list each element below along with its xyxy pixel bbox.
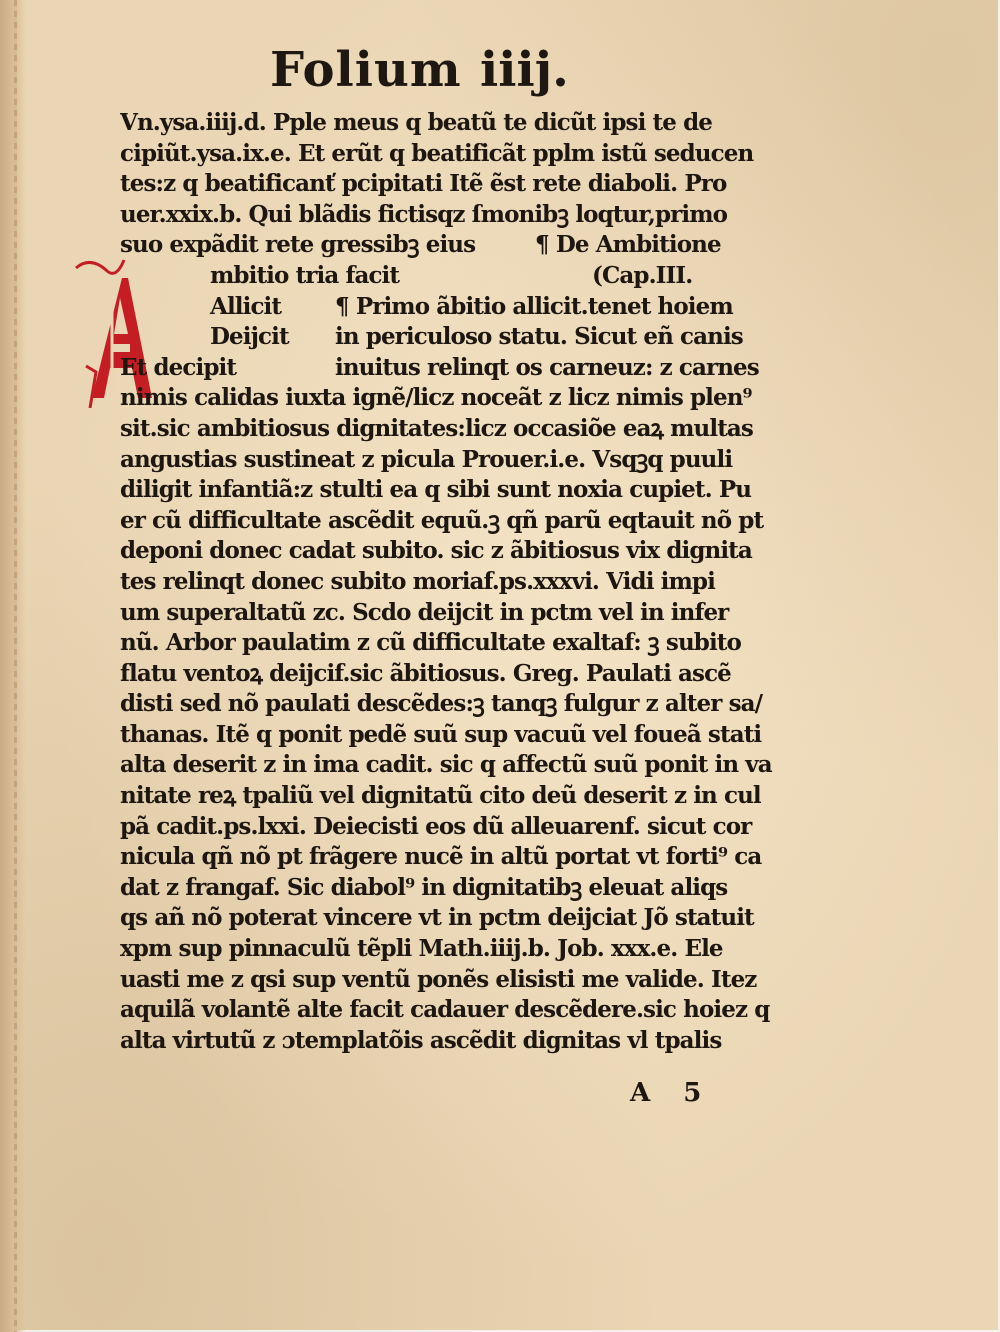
text-line: qs añ nõ poterat vincere vt in pctm deijciat Jõ statuit (120, 904, 754, 932)
text-line: uasti me z qsi sup ventũ ponẽs elisisti me valide. Itez (120, 965, 757, 993)
chapter-label: (Cap.III. (592, 261, 693, 289)
ambitio-line: mbitio tria facit (210, 261, 400, 289)
text-line: uer.xxix.b. Qui blãdis fictisqz ſmonibꝫ loqtur,primo (120, 200, 728, 228)
text-line: nicula qñ nõ pt frãgere nucẽ in altũ portat vt forti⁹ ca (120, 843, 762, 871)
list-row (120, 322, 790, 353)
text-line-end: suo expãdit rete gressibꝫ eius (120, 231, 476, 259)
text-line: thanas. Itẽ q ponit pedẽ suũ sup vacuũ vel foueã stati (120, 720, 762, 748)
text-line: cipiũt.ysa.ix.e. Et erũt q beatificãt pplm istũ seducen (120, 139, 754, 167)
text-line: deponi donec cadat subito. sic z ãbitiosus vix dignita (120, 537, 752, 565)
text-line: aquilã volantẽ alte facit cadauer descẽdere.sic hoiez q (120, 996, 770, 1024)
list-row-left: Et decipit (120, 353, 237, 381)
list-row-left: Allicit (210, 292, 282, 320)
text-line: alta deserit z in ima cadit. sic q affectũ suũ ponit in va (120, 751, 772, 779)
text-column (120, 108, 790, 1056)
text-line: um superaltatũ zc. Scdo deijcit in pctm vel in infer (120, 598, 729, 626)
list-row-right: inuitus relinqt os carneuz: z carnes (335, 353, 759, 381)
binding-edge (0, 0, 26, 1332)
text-line: nitate reꝝ tpaliũ vel dignitatũ cito deũ deserit z in cul (120, 782, 761, 810)
paragraph-mark-icon: ¶ (535, 231, 549, 259)
text-line: xpm sup pinnaculũ tẽpli Math.iiij.b. Job. xxx.e. Ele (120, 935, 723, 963)
signature-mark: A 5 (630, 1078, 714, 1108)
list-row-text: Primo ãbitio allicit.tenet hoiem (355, 292, 733, 320)
text-line: angustias sustineat z picula Prouer.i.e. Vsqꝫq puuli (120, 445, 733, 473)
paragraph-mark-icon: ¶ (335, 292, 349, 320)
list-row-left: Deijcit (210, 323, 289, 351)
text-line: diligit infantiã:z stulti ea q sibi sunt noxia cupiet. Pu (120, 476, 752, 504)
text-line: sit.sic ambitiosus dignitates:licz occasiõe eaꝝ multas (120, 414, 753, 442)
list-row-right: in periculoso statu. Sicut eñ canis (335, 323, 743, 351)
text-line: tes relinqt donec subito moriaf.ps.xxxvi. Vidi impi (120, 567, 715, 595)
list-row (120, 292, 790, 323)
page-header (270, 42, 690, 106)
text-line: dat z frangaf. Sic diabol⁹ in dignitatibꝫ eleuat aliqs (120, 873, 728, 901)
chapter-heading (535, 230, 721, 261)
list-row-right (335, 292, 733, 323)
folio-number: iiij. (480, 42, 569, 98)
text-line: nimis calidas iuxta ignẽ/licz noceãt z licz nimis plen⁹ (120, 384, 752, 412)
folium-heading: Folium (270, 42, 462, 98)
text-line: disti sed nõ paulati descẽdes:ꝫ tanqꝫ fulgur z alter sa/ (120, 690, 763, 718)
text-line: Vn.ysa.iiij.d. Pple meus q beatũ te dicũt ipsi te de (120, 109, 713, 136)
chapter-title: De Ambitione (555, 231, 721, 259)
text-line (120, 230, 790, 261)
text-line: pã cadit.ps.lxxi. Deiecisti eos dũ alleuarenf. sicut cor (120, 812, 752, 840)
list-row (120, 353, 790, 384)
text-line: alta virtutũ z ɔtemplatõis ascẽdit dignitas vl tpalis (120, 1026, 722, 1054)
text-line: tes:z q beatificanť pcipitati Itẽ ẽst rete diaboli. Pro (120, 170, 727, 198)
text-line (120, 261, 790, 292)
text-line: er cũ difficultate ascẽdit equũ.ꝫ qñ parũ eqtauit nõ pt (120, 506, 764, 534)
text-line: flatu ventoꝝ deijcif.sic ãbitiosus. Greg. Paulati ascẽ (120, 659, 731, 687)
text-line: nũ. Arbor paulatim z cũ difficultate exaltaf: ꝫ subito (120, 629, 741, 657)
